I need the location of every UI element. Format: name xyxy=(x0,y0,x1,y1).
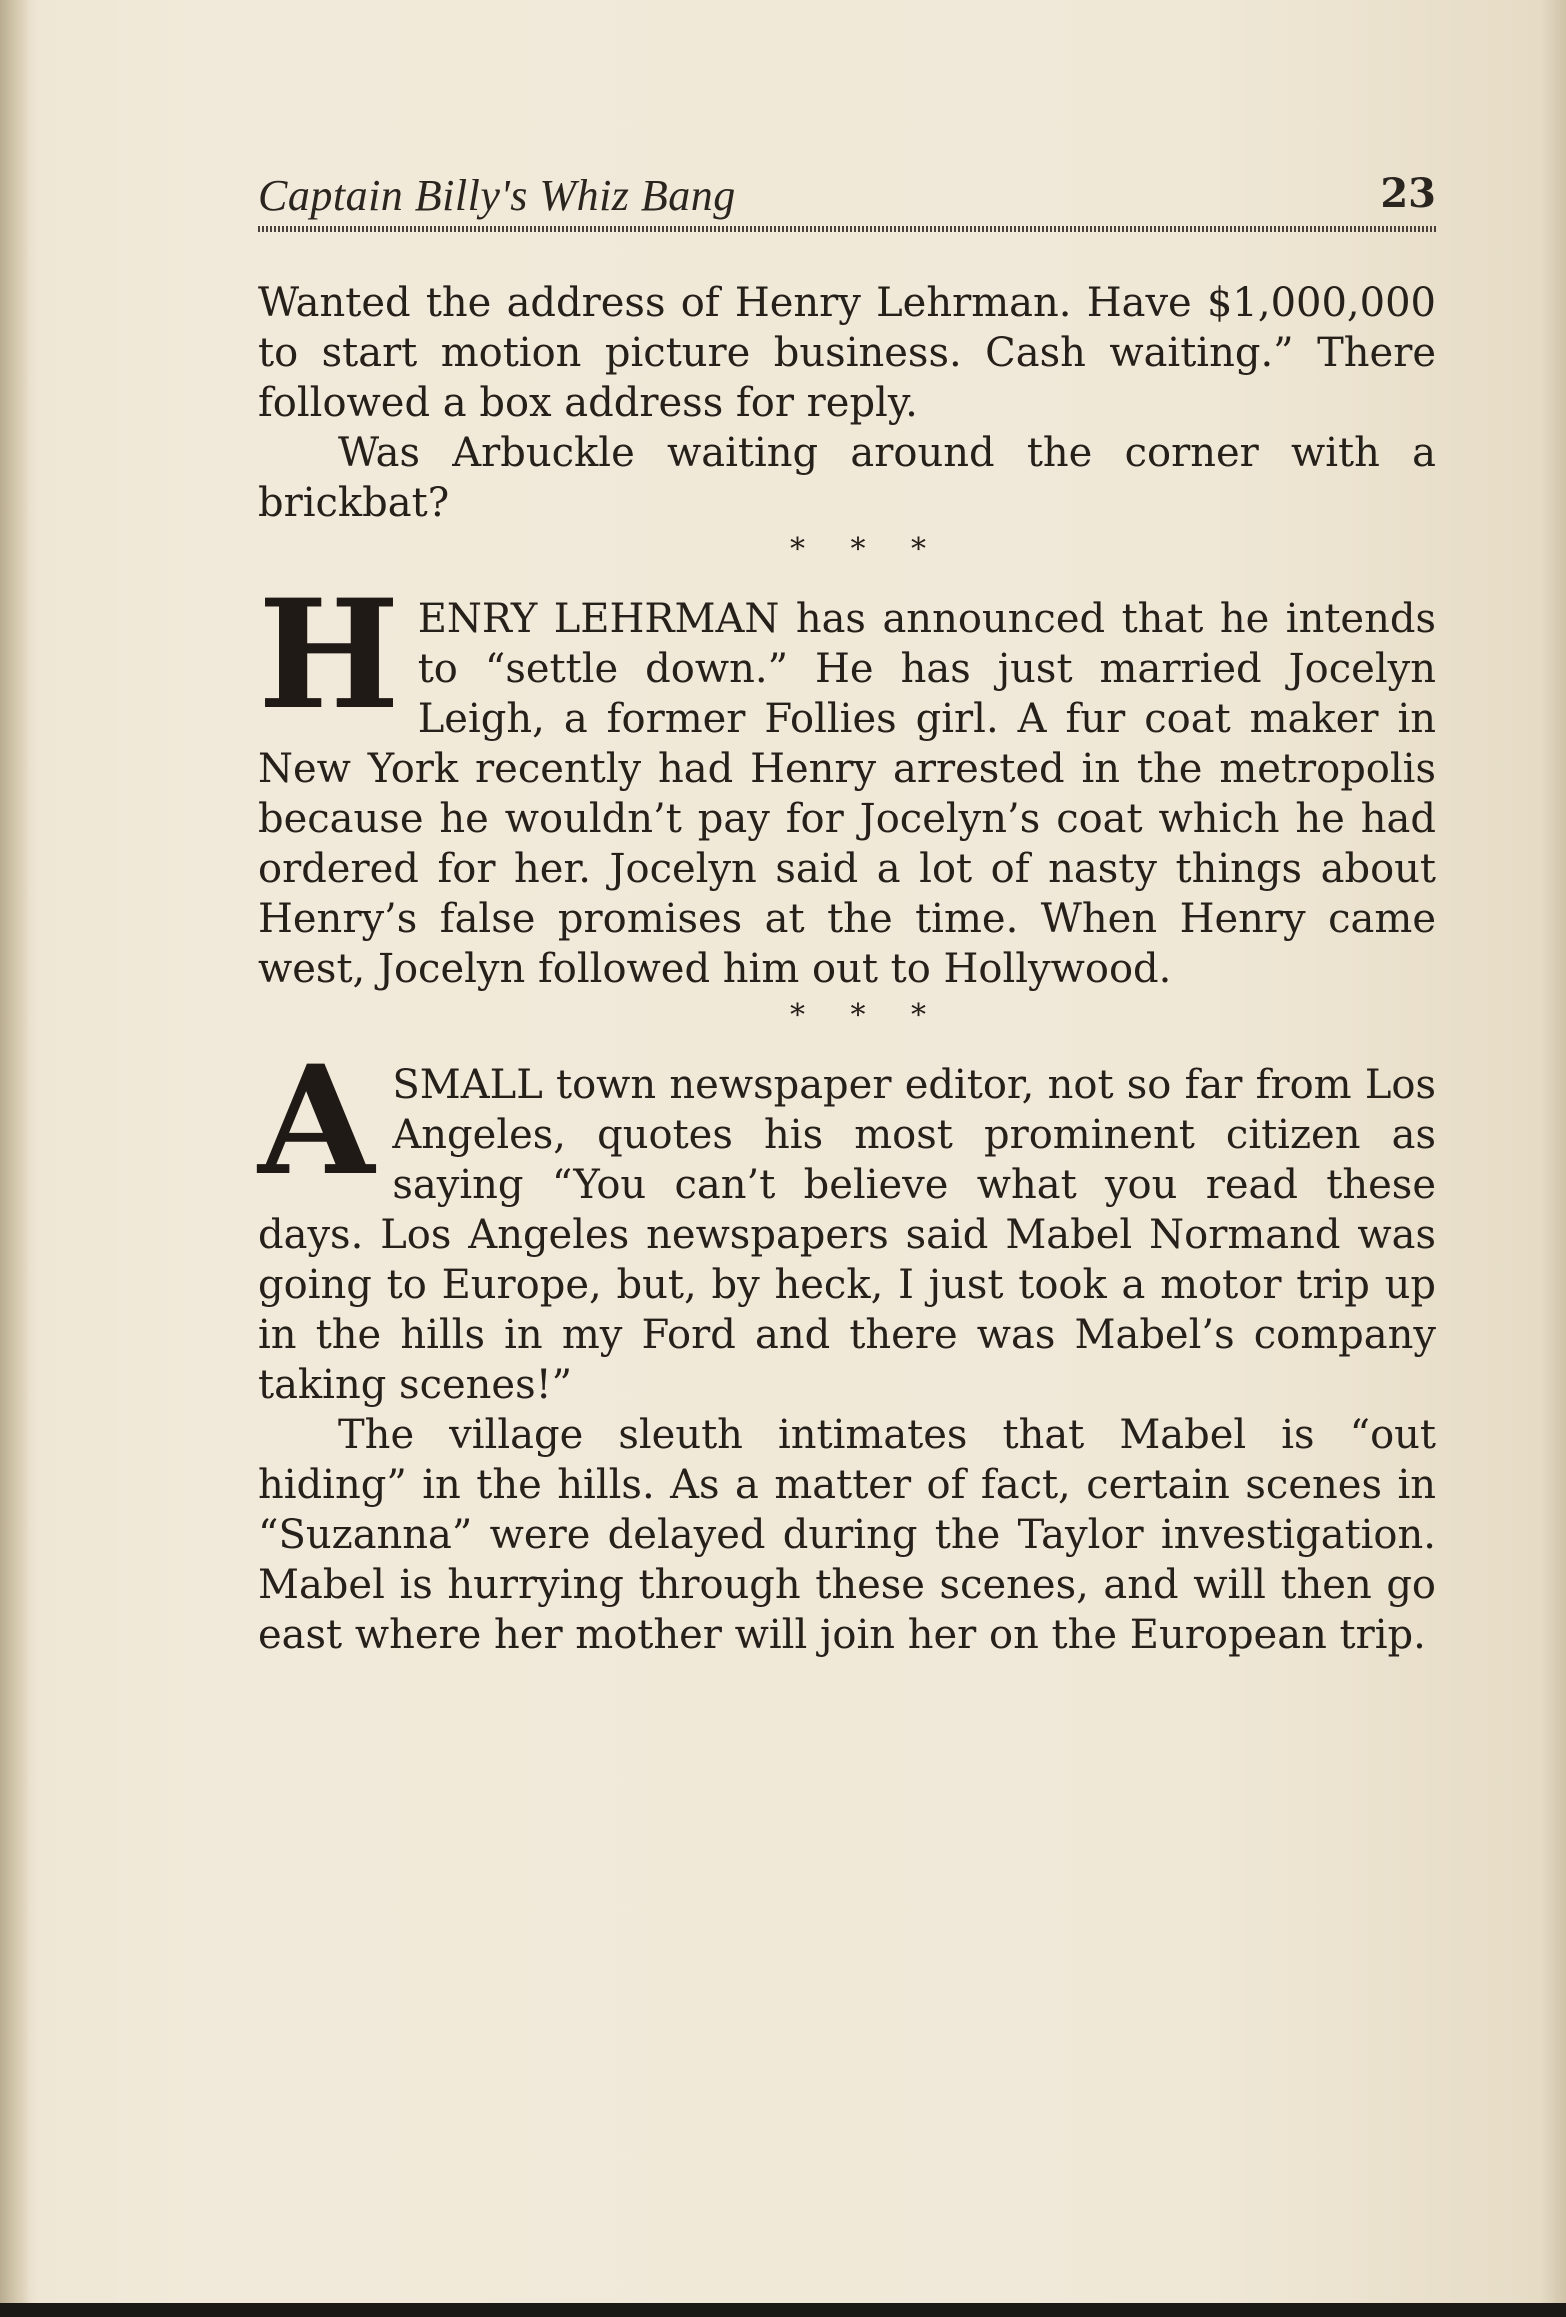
paragraph-arbuckle: Was Arbuckle waiting around the corner with a brickbat? xyxy=(258,430,1436,526)
drop-cap-h: H xyxy=(258,567,400,743)
paragraph-lehrman: ENRY LEHRMAN has announced that he intends to “settle down.” He has just married Jocelyn Leigh, a former Follies girl. A fur coat maker in New York recently had Henry arrested in the metropolis because he wouldn’t pay for Jocelyn’s coat which he had ordered for her. Jocelyn said a lot of nasty things about Henry’s false promises at the time. When Henry came west, Jocelyn followed him out to Hollywood. xyxy=(258,596,1436,992)
paragraph-village-sleuth: The village sleuth intimates that Mabel is “out hiding” in the hills. As a matter of fact, certain scenes in “Suzanna” were delayed during the Taylor investigation. Mabel is hurrying through these scenes, and will then go east where her mother will join her on the European trip. xyxy=(258,1412,1436,1658)
section-separator: * * * xyxy=(789,532,945,567)
page-header xyxy=(258,170,1436,232)
item-small-town-editor xyxy=(258,1033,1436,1410)
paragraph-henry-address: Wanted the address of Henry Lehrman. Have $1,000,000 to start motion picture business. Cash waiting.” There followed a box address for reply. xyxy=(258,280,1436,426)
header-rule xyxy=(258,226,1436,232)
item-henry-lehrman xyxy=(258,567,1436,994)
section-separator: * * * xyxy=(789,998,945,1033)
article-body xyxy=(258,278,1436,1660)
drop-cap-a: A xyxy=(258,1033,375,1209)
running-title: Captain Billy's Whiz Bang xyxy=(258,171,736,220)
page-number: 23 xyxy=(1380,170,1436,217)
paragraph-editor: SMALL town newspaper editor, not so far from Los Angeles, quotes his most prominent citizen as saying “You can’t believe what you read these days. Los Angeles newspapers said Mabel Normand was going to Europe, but, by heck, I just took a motor trip up in the hills in my Ford and there was Mabel’s company taking scenes!” xyxy=(258,1062,1436,1408)
